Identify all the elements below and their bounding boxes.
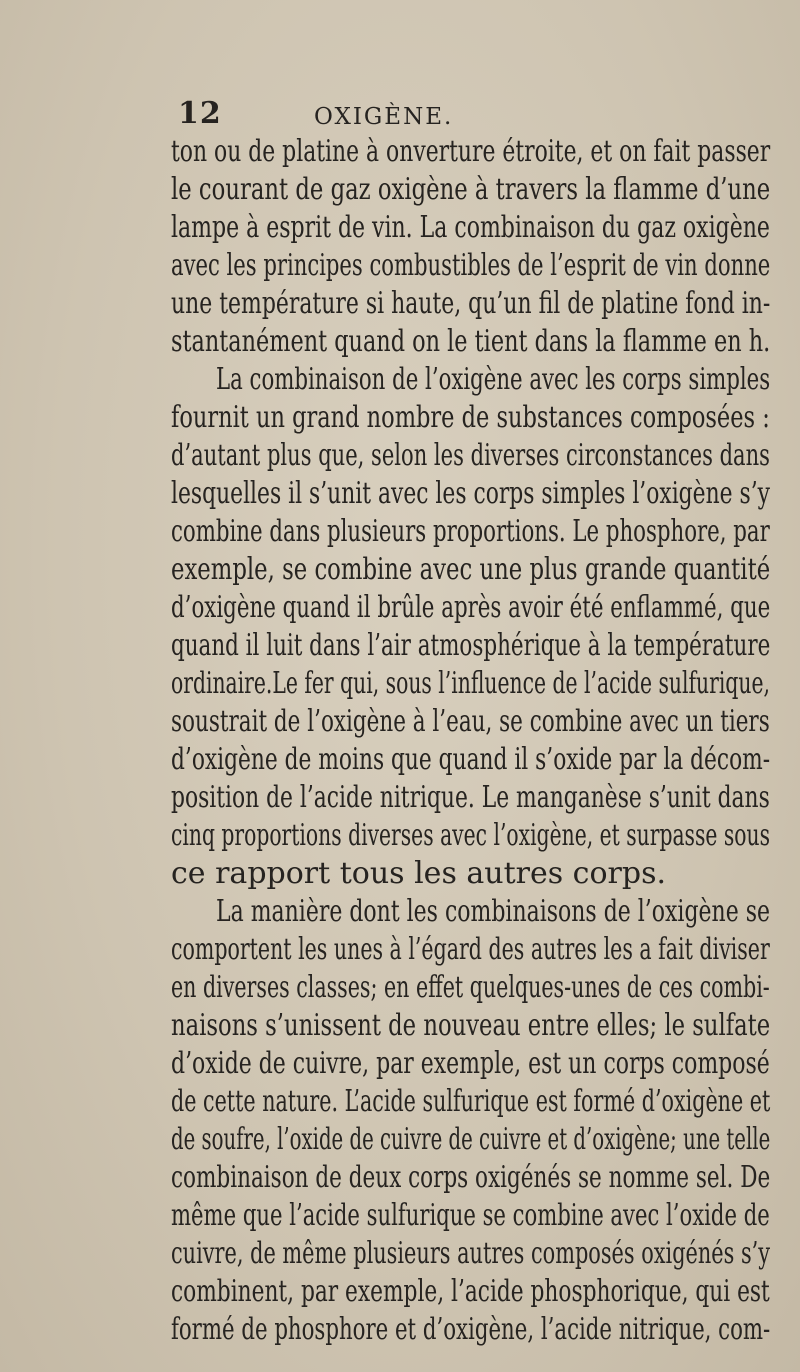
text-line: d’oxigène quand il brûle après avoir été enflammé, que [171,590,771,625]
text-line: fournit un grand nombre de substances composées : [171,400,770,435]
page-number: 12 [178,96,222,131]
paragraph-start-line: La combinaison de l’oxigène avec les corps simples [216,362,771,397]
text-line: quand il luit dans l’air atmosphérique à la température [171,628,771,663]
text-line: d’oxigène de moins que quand il s’oxide par la décom- [171,742,771,777]
text-line: combine dans plusieurs proportions. Le phosphore, par [171,514,770,549]
running-title: OXIGÈNE. [314,104,454,130]
text-line: le courant de gaz oxigène à travers la flamme d’une [171,172,771,207]
text-line: ordinaire.Le fer qui, sous l’influence de l’acide sulfurique, [171,666,770,701]
text-line: formé de phosphore et d’oxigène, l’acide nitrique, com- [171,1312,771,1347]
text-line: même que l’acide sulfurique se combine avec l’oxide de [171,1198,770,1233]
text-line: stantanément quand on le tient dans la flamme en h. [171,324,771,359]
text-line: combinent, par exemple, l’acide phosphorique, qui est [171,1274,770,1309]
text-line: cuivre, de même plusieurs autres composés oxigénés s’y [171,1236,771,1271]
text-line: naisons s’unissent de nouveau entre elles; le sulfate [171,1008,771,1043]
text-line: ce rapport tous les autres corps. [171,856,666,891]
text-line: cinq proportions diverses avec l’oxigène, et surpasse sous [171,818,770,853]
text-line: de cette nature. L’acide sulfurique est formé d’oxigène et [171,1084,771,1119]
text-line: lesquelles il s’unit avec les corps simples l’oxigène s’y [171,476,770,511]
text-line: lampe à esprit de vin. La combinaison du gaz oxigène [171,210,770,245]
text-line: d’oxide de cuivre, par exemple, est un corps composé [171,1046,770,1081]
text-line: en diverses classes; en effet quelques-unes de ces combi- [171,970,770,1005]
text-line: exemple, se combine avec une plus grande quantité [171,552,771,587]
text-line: soustrait de l’oxigène à l’eau, se combine avec un tiers [171,704,770,739]
text-line: une température si haute, qu’un fil de platine fond in- [171,286,771,321]
text-line: ton ou de platine à onverture étroite, et on fait passer [171,134,771,169]
text-line: comportent les unes à l’égard des autres les a fait diviser [171,932,770,967]
text-line: combinaison de deux corps oxigénés se nomme sel. De [171,1160,771,1195]
paragraph-start-line: La manière dont les combinaisons de l’oxigène se [216,894,770,929]
text-line: position de l’acide nitrique. Le manganèse s’unit dans [171,780,770,815]
text-line: avec les principes combustibles de l’esprit de vin donne [171,248,771,283]
text-line: de soufre, l’oxide de cuivre de cuivre et d’oxigène; une telle [171,1122,771,1157]
running-head [0,96,800,136]
text-line: d’autant plus que, selon les diverses circonstances dans [171,438,770,473]
